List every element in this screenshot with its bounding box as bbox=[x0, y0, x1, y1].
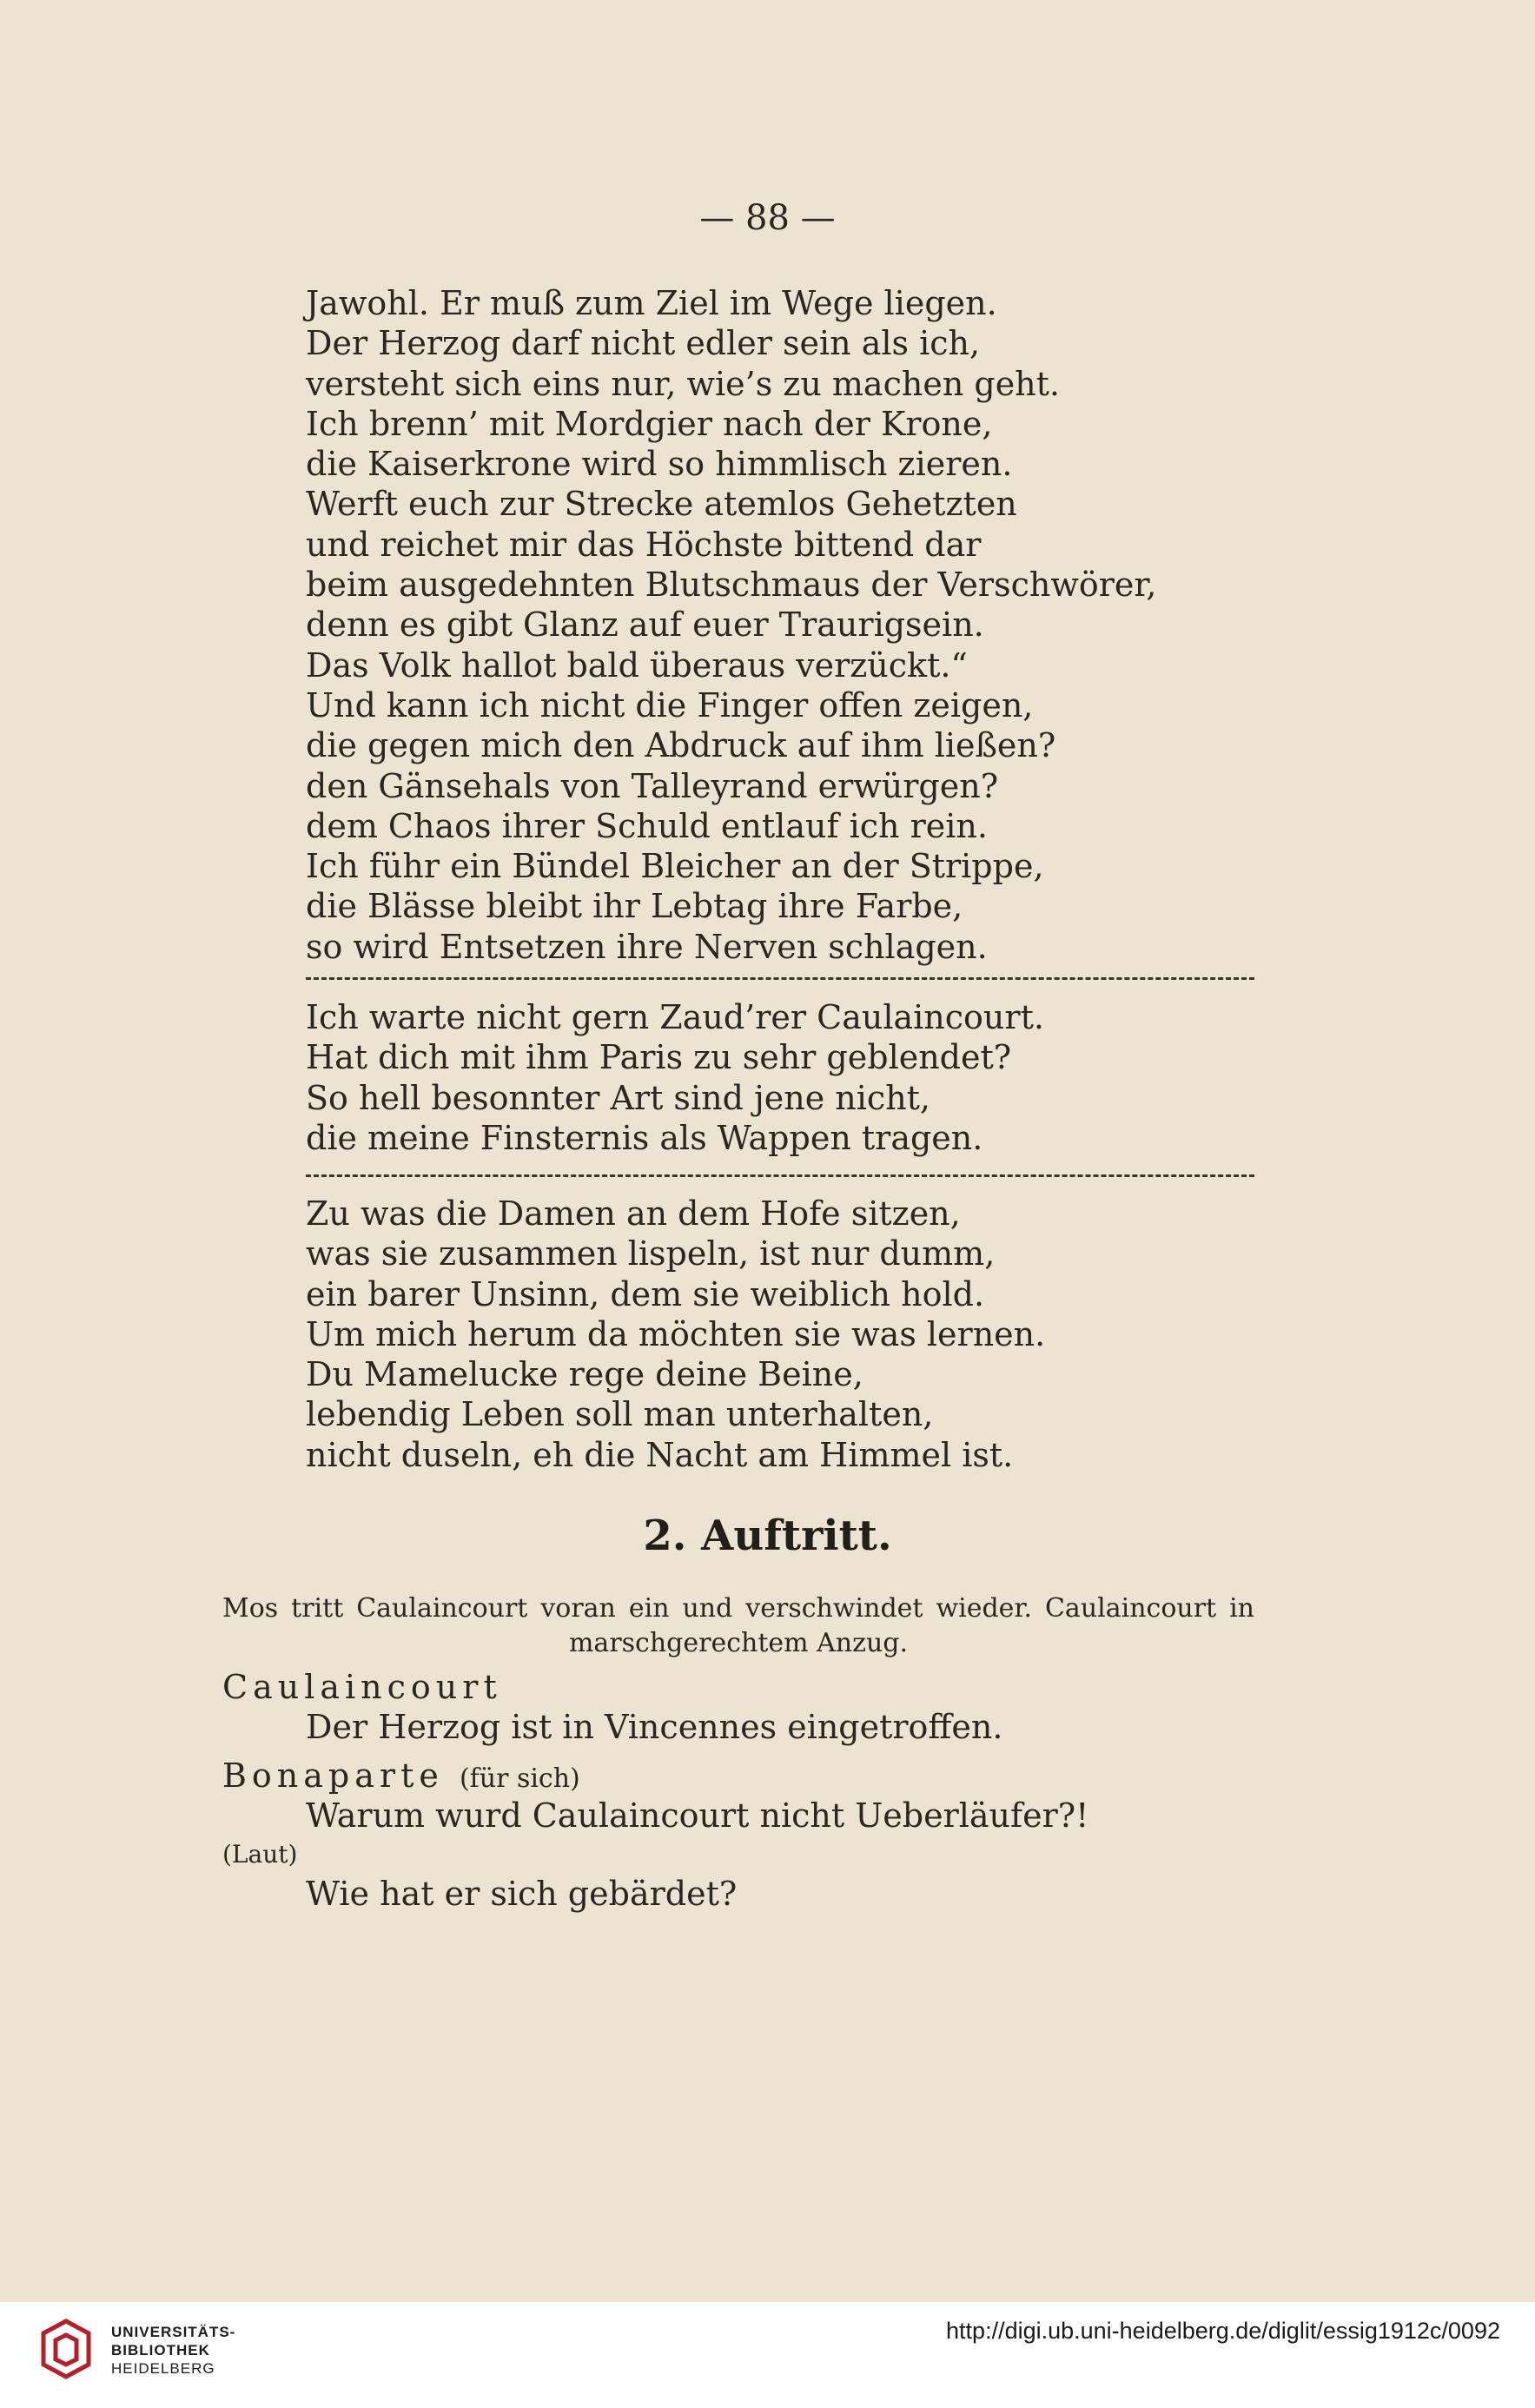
page-number: — 88 — bbox=[699, 198, 836, 238]
verse-line: dem Chaos ihrer Schuld entlauf ich rein. bbox=[306, 806, 988, 845]
stage-aside: (für sich) bbox=[459, 1763, 580, 1794]
verse-line: beim ausgedehnten Blutschmaus der Verschwörer, bbox=[306, 566, 1157, 605]
verse-line: Ich führ ein Bündel Bleicher an der Strippe, bbox=[306, 847, 1044, 886]
verse-block-2 bbox=[306, 997, 1044, 1158]
verse-line: Und kann ich nicht die Finger offen zeigen, bbox=[306, 685, 1034, 724]
verse-line: die meine Finsternis als Wappen tragen. bbox=[306, 1118, 983, 1157]
verse-line: So hell besonnter Art sind jene nicht, bbox=[306, 1078, 931, 1117]
verse-line: ein barer Unsinn, dem sie weiblich hold. bbox=[306, 1274, 985, 1313]
verse-line: Der Herzog darf nicht edler sein als ich, bbox=[306, 324, 981, 363]
section-divider bbox=[306, 1174, 1254, 1177]
verse-line: die gegen mich den Abdruck auf ihm ließen? bbox=[306, 726, 1056, 765]
speech-line: Warum wurd Caulaincourt nicht Ueberläufer?! bbox=[306, 1796, 1089, 1835]
speaker-line bbox=[222, 1756, 580, 1795]
stage-aside: (Laut) bbox=[222, 1840, 298, 1869]
verse-line: nicht duseln, eh die Nacht am Himmel ist. bbox=[306, 1435, 1014, 1474]
library-name-line: UNIVERSITÄTS- bbox=[111, 2324, 236, 2340]
verse-line: versteht sich eins nur, wie’s zu machen geht. bbox=[306, 364, 1061, 403]
verse-line: die Blässe bleibt ihr Lebtag ihre Farbe, bbox=[306, 887, 963, 926]
stage-direction: Mos tritt Caulaincourt voran ein und verschwindet wieder. Caulaincourt in marschgerechtem Anzug. bbox=[222, 1593, 1254, 1658]
verse-line: den Gänsehals von Talleyrand erwürgen? bbox=[306, 766, 999, 805]
source-url-link[interactable]: http://digi.ub.uni-heidelberg.de/diglit/essig1912c/0092 bbox=[946, 2318, 1500, 2344]
verse-line: Hat dich mit ihm Paris zu sehr geblendet? bbox=[306, 1038, 1012, 1077]
verse-block-1 bbox=[306, 283, 1156, 967]
verse-line: Werft euch zur Strecke atemlos Gehetzten bbox=[306, 485, 1017, 524]
library-name-line: BIBLIOTHEK bbox=[111, 2342, 210, 2358]
library-logo-icon bbox=[35, 2318, 97, 2380]
verse-line: Du Mamelucke rege deine Beine, bbox=[306, 1355, 863, 1394]
verse-block-3 bbox=[306, 1194, 1045, 1475]
verse-line: Ich brenn’ mit Mordgier nach der Krone, bbox=[306, 404, 993, 443]
verse-line: lebendig Leben soll man unterhalten, bbox=[306, 1395, 934, 1434]
verse-line: Ich warte nicht gern Zaud’rer Caulaincourt. bbox=[306, 998, 1044, 1036]
verse-line: die Kaiserkrone wird so himmlisch zieren. bbox=[306, 445, 1013, 484]
library-name-line: HEIDELBERG bbox=[111, 2360, 215, 2377]
speaker-name: Caulaincourt bbox=[222, 1668, 502, 1706]
speaker-name: Bonaparte bbox=[222, 1756, 444, 1795]
speech-line: Wie hat er sich gebärdet? bbox=[306, 1875, 738, 1913]
section-divider bbox=[306, 977, 1254, 980]
library-name bbox=[111, 2323, 235, 2378]
verse-line: Das Volk hallot bald überaus verzückt.“ bbox=[306, 645, 968, 685]
verse-line: und reichet mir das Höchste bittend dar bbox=[306, 525, 982, 564]
scene-title: 2. Auftritt. bbox=[643, 1512, 892, 1560]
verse-line: was sie zusammen lispeln, ist nur dumm, bbox=[306, 1234, 996, 1273]
verse-line: Jawohl. Er muß zum Ziel im Wege liegen. bbox=[306, 284, 997, 322]
verse-line: denn es gibt Glanz auf euer Traurigsein. bbox=[306, 605, 984, 645]
verse-line: Zu was die Damen an dem Hofe sitzen, bbox=[306, 1194, 961, 1233]
verse-line: Um mich herum da möchten sie was lernen. bbox=[306, 1314, 1046, 1353]
verse-line: so wird Entsetzen ihre Nerven schlagen. bbox=[306, 927, 988, 966]
speech-line: Der Herzog ist in Vincennes eingetroffen. bbox=[306, 1708, 1003, 1746]
